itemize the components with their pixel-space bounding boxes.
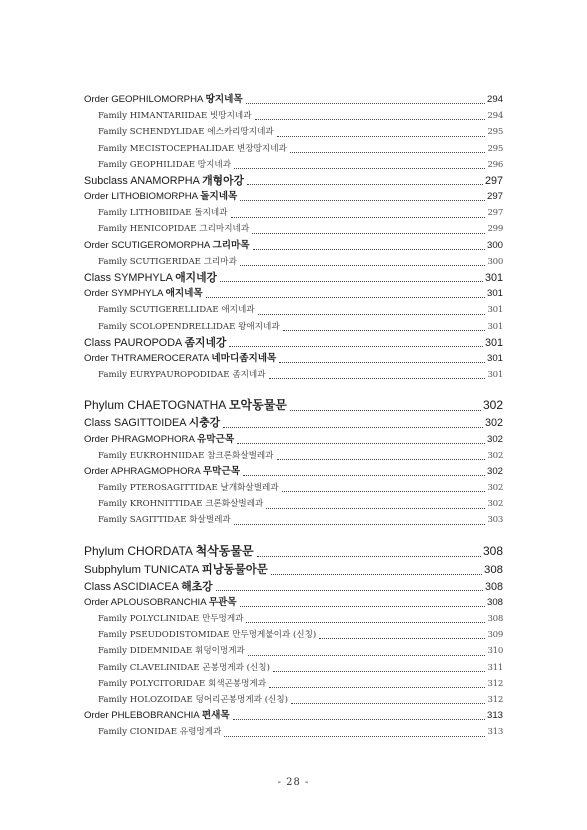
latin-name: Phylum CHAETOGNATHA — [84, 398, 226, 413]
korean-name: 무관목 — [208, 596, 237, 608]
latin-name: Class SAGITTOIDEA — [84, 417, 186, 430]
korean-name: 그리마목 — [212, 239, 250, 251]
latin-name: Order PHRAGMOPHORA — [84, 433, 195, 445]
latin-name: Order PHLEBOBRANCHIA — [84, 710, 200, 722]
entry-title — [84, 173, 244, 189]
korean-name: 날개화살벌레과 — [220, 483, 279, 494]
toc-entry-order[interactable] — [84, 464, 503, 480]
latin-name: Family SCUTIGERIDAE — [98, 256, 201, 267]
toc-entry-phylum[interactable] — [84, 541, 503, 561]
page-ref: 308 — [483, 563, 503, 576]
toc-entry-subphylum[interactable] — [84, 561, 503, 579]
latin-name: Phylum CHORDATA — [84, 543, 193, 558]
page-ref: 313 — [487, 727, 503, 738]
dot-leader — [206, 297, 485, 298]
dot-leader — [277, 459, 486, 460]
dot-leader — [240, 265, 486, 266]
entry-title — [84, 432, 234, 448]
dot-leader — [240, 606, 485, 607]
toc-entry-phylum[interactable] — [84, 395, 503, 415]
toc-entry-family[interactable] — [84, 724, 503, 740]
entry-title — [98, 676, 266, 692]
toc-entry-family[interactable] — [84, 643, 503, 659]
dot-leader — [223, 427, 483, 428]
toc-entry-family[interactable] — [84, 660, 503, 676]
toc-entry-family[interactable] — [84, 205, 503, 221]
latin-name: Order SYMPHYLA — [84, 288, 163, 300]
toc-entry-family[interactable] — [84, 141, 503, 157]
section-gap — [84, 529, 503, 541]
dot-leader — [246, 103, 485, 104]
section-gap — [84, 383, 503, 395]
page-ref: 311 — [487, 662, 503, 673]
latin-name: Family HIMANTARIIDAE — [98, 111, 208, 122]
korean-name: 만두멍게붙이과 (신칭) — [232, 630, 317, 641]
toc-entry-family[interactable] — [84, 367, 503, 383]
dot-leader — [252, 233, 485, 234]
dot-leader — [237, 443, 485, 444]
entry-title — [84, 92, 243, 108]
page-ref: 301 — [487, 321, 503, 332]
dot-leader — [246, 622, 485, 623]
latin-name: Family MECISTOCEPHALIDAE — [98, 143, 235, 154]
entry-title — [98, 724, 221, 740]
page-ref: 294 — [487, 111, 503, 122]
page-ref: 302 — [484, 417, 503, 430]
entry-title — [98, 205, 228, 221]
korean-name: 왕애지네과 — [238, 321, 280, 332]
latin-name: Family HENICOPIDAE — [98, 224, 197, 235]
entry-title — [98, 611, 243, 627]
dot-leader — [231, 217, 486, 218]
latin-name: Family GEOPHILIDAE — [98, 159, 196, 170]
toc-entry-order[interactable] — [84, 708, 503, 724]
table-of-contents — [84, 92, 503, 741]
page-ref: 302 — [482, 398, 503, 413]
entry-title — [84, 541, 254, 561]
latin-name: Family SCHENDYLIDAE — [98, 127, 205, 138]
toc-entry-order[interactable] — [84, 432, 503, 448]
korean-name: 해초강 — [181, 580, 213, 593]
toc-entry-family[interactable] — [84, 222, 503, 238]
korean-name: 유막근목 — [197, 433, 235, 445]
latin-name: Order APLOUSOBRANCHIA — [84, 596, 207, 608]
entry-title — [98, 221, 249, 237]
korean-name: 곤봉멍게과 (신칭) — [202, 662, 270, 673]
entry-title — [98, 124, 274, 140]
toc-entry-family[interactable] — [84, 496, 503, 512]
korean-name: 시충강 — [188, 417, 221, 430]
korean-name: 땅지네과 — [197, 159, 232, 170]
entry-title — [84, 464, 240, 480]
dot-leader — [253, 249, 485, 250]
toc-entry-family[interactable] — [84, 513, 503, 529]
latin-name: Order SCUTIGEROMORPHA — [84, 239, 210, 251]
latin-name: Family DIDEMNIDAE — [98, 646, 193, 657]
dot-leader — [283, 330, 486, 331]
entry-title — [84, 351, 276, 367]
entry-title — [98, 627, 316, 643]
toc-entry-family[interactable] — [84, 611, 503, 627]
toc-entry-order[interactable] — [84, 238, 503, 254]
dot-leader — [247, 184, 483, 185]
korean-name: 크론화살벌레과 — [205, 499, 264, 510]
dot-leader — [269, 687, 485, 688]
toc-entry-order[interactable] — [84, 189, 503, 205]
toc-entry-class[interactable] — [84, 270, 503, 286]
korean-name: 그리마과 — [203, 256, 237, 267]
latin-name: Class SYMPHYLA — [84, 272, 173, 285]
latin-name: Subphylum TUNICATA — [84, 563, 199, 576]
dot-leader — [248, 655, 486, 656]
entry-title — [98, 512, 231, 528]
korean-name: 좀지네강 — [184, 336, 227, 349]
entry-title — [98, 496, 263, 512]
entry-title — [84, 561, 268, 579]
page-ref: 300 — [487, 256, 503, 267]
korean-name: 참크론화살벌레과 — [207, 450, 274, 461]
page-ref: 301 — [487, 305, 503, 316]
page-ref: 302 — [486, 433, 503, 445]
toc-entry-family[interactable] — [84, 302, 503, 318]
dot-leader — [233, 719, 485, 720]
page-ref: 309 — [487, 630, 503, 641]
korean-name: 에스카리땅지네과 — [207, 127, 274, 138]
korean-name: 변장땅지네과 — [236, 143, 287, 154]
page-ref: 308 — [484, 580, 503, 593]
dot-leader — [319, 638, 485, 639]
dot-leader — [229, 346, 483, 347]
page-ref: 312 — [487, 678, 503, 689]
latin-name: Family HOLOZOIDAE — [98, 694, 193, 705]
dot-leader — [255, 119, 486, 120]
toc-entry-family[interactable] — [84, 319, 503, 335]
latin-name: Family SCOLOPENDRELLIDAE — [98, 321, 236, 332]
page-ref: 296 — [487, 159, 503, 170]
entry-title — [84, 189, 237, 205]
page-ref: 297 — [486, 191, 503, 203]
korean-name: 척삭동물문 — [195, 543, 254, 558]
korean-name: 회색곤봉멍게과 — [207, 678, 267, 689]
toc-entry-order[interactable] — [84, 351, 503, 367]
korean-name: 무막근목 — [202, 465, 240, 477]
korean-name: 네마디좀지네목 — [211, 352, 277, 364]
korean-name: 화살벌레과 — [189, 515, 231, 526]
toc-entry-family[interactable] — [84, 124, 503, 140]
korean-name: 애지네과 — [221, 305, 255, 316]
entry-title — [98, 108, 252, 124]
korean-name: 만두멍게과 — [201, 614, 244, 625]
dot-leader — [243, 475, 485, 476]
page-ref: 300 — [486, 239, 503, 251]
latin-name: Family KROHNITTIDAE — [98, 499, 203, 510]
page-ref: 297 — [487, 208, 503, 219]
page-number: - 28 - — [277, 777, 310, 788]
entry-title — [84, 395, 287, 415]
page-ref: 302 — [487, 450, 503, 461]
entry-title — [98, 480, 279, 496]
page-ref: 301 — [487, 370, 503, 381]
page-ref: 301 — [486, 352, 503, 364]
toc-entry-family[interactable] — [84, 480, 503, 496]
latin-name: Family CLAVELINIDAE — [98, 662, 200, 673]
latin-name: Subclass ANAMORPHA — [84, 174, 200, 187]
toc-entry-family[interactable] — [84, 254, 503, 270]
toc-entry-order[interactable] — [84, 595, 503, 611]
dot-leader — [224, 736, 485, 737]
latin-name: Family SAGITTIDAE — [98, 515, 187, 526]
dot-leader — [234, 524, 486, 525]
latin-name: Family PTEROSAGITTIDAE — [98, 483, 218, 494]
dot-leader — [216, 590, 483, 591]
korean-name: 돌지네목 — [200, 191, 238, 203]
toc-entry-family[interactable] — [84, 157, 503, 173]
dot-leader — [258, 314, 486, 315]
page-ref: 313 — [486, 710, 503, 722]
korean-name: 개형아강 — [202, 174, 244, 187]
latin-name: Family EURYPAUROPODIDAE — [98, 370, 230, 381]
entry-title — [98, 367, 266, 383]
page-ref: 308 — [487, 614, 503, 625]
page-ref: 301 — [486, 288, 503, 300]
toc-entry-class[interactable] — [84, 415, 503, 431]
dot-leader — [269, 378, 486, 379]
korean-name: 유령멍게과 — [179, 727, 222, 738]
entry-title — [84, 238, 250, 254]
toc-entry-class[interactable] — [84, 173, 503, 189]
toc-entry-family[interactable] — [84, 692, 503, 708]
korean-name: 휘덩이멍게과 — [195, 646, 245, 657]
latin-name: Order LITHOBIOMORPHA — [84, 191, 198, 203]
latin-name: Family EUKROHNIIDAE — [98, 450, 205, 461]
korean-name: 땅지네목 — [205, 93, 243, 105]
entry-title — [98, 448, 274, 464]
latin-name: Family SCUTIGERELLIDAE — [98, 305, 219, 316]
entry-title — [84, 286, 203, 302]
korean-name: 피낭동물아문 — [201, 563, 268, 576]
page-ref: 295 — [487, 127, 503, 138]
entry-title — [98, 660, 270, 676]
dot-leader — [282, 491, 486, 492]
entry-title — [84, 335, 226, 351]
latin-name: Order GEOPHILOMORPHA — [84, 93, 203, 105]
page-ref: 312 — [487, 694, 503, 705]
entry-title — [98, 254, 237, 270]
page-ref: 308 — [482, 543, 503, 558]
latin-name: Family POLYCITORIDAE — [98, 678, 206, 689]
korean-name: 좀지네과 — [232, 370, 266, 381]
korean-name: 그리마지네과 — [199, 224, 250, 235]
page-ref: 295 — [487, 143, 503, 154]
entry-title — [84, 579, 213, 595]
dot-leader — [266, 508, 485, 509]
toc-entry-order[interactable] — [84, 92, 503, 108]
page-ref: 299 — [487, 224, 503, 235]
entry-title — [98, 302, 255, 318]
latin-name: Family LITHOBIIDAE — [98, 208, 192, 219]
page-ref: 301 — [484, 272, 503, 285]
page-ref: 297 — [484, 174, 503, 187]
latin-name: Class ASCIDIACEA — [84, 580, 179, 593]
page-ref: 310 — [487, 646, 503, 657]
dot-leader — [234, 168, 485, 169]
korean-name: 모악동물문 — [228, 398, 287, 413]
latin-name: Order THTRAMEROCERATA — [84, 352, 209, 364]
entry-title — [98, 157, 231, 173]
entry-title — [84, 708, 230, 724]
korean-name: 돌지네과 — [194, 208, 228, 219]
dot-leader — [279, 362, 485, 363]
page-ref: 302 — [487, 499, 503, 510]
toc-entry-family[interactable] — [84, 108, 503, 124]
page-ref: 302 — [487, 483, 503, 494]
entry-title — [98, 692, 288, 708]
toc-entry-family[interactable] — [84, 448, 503, 464]
dot-leader — [257, 556, 481, 557]
dot-leader — [240, 200, 485, 201]
dot-leader — [290, 410, 481, 411]
entry-title — [84, 415, 220, 431]
page-ref: 302 — [486, 465, 503, 477]
entry-title — [98, 141, 287, 157]
korean-name: 애지네강 — [175, 272, 217, 285]
latin-name: Family POLYCLINIDAE — [98, 614, 200, 625]
korean-name: 덩어리곤봉멍게과 (신칭) — [195, 694, 289, 705]
latin-name: Family PSEUDODISTOMIDAE — [98, 630, 230, 641]
latin-name: Order APHRAGMOPHORA — [84, 465, 201, 477]
entry-title — [84, 270, 217, 286]
latin-name: Class PAUROPODA — [84, 336, 182, 349]
toc-entry-class[interactable] — [84, 579, 503, 595]
korean-name: 편새목 — [201, 710, 230, 722]
page-ref: 308 — [486, 596, 503, 608]
page-ref: 294 — [486, 93, 503, 105]
toc-entry-class[interactable] — [84, 335, 503, 351]
dot-leader — [291, 703, 485, 704]
dot-leader — [273, 671, 486, 672]
latin-name: Family CIONIDAE — [98, 727, 178, 738]
entry-title — [98, 643, 245, 659]
entry-title — [98, 319, 280, 335]
korean-name: 애지네목 — [165, 288, 203, 300]
page-ref: 301 — [484, 336, 503, 349]
dot-leader — [271, 574, 482, 575]
toc-entry-family[interactable] — [84, 627, 503, 643]
page-ref: 303 — [487, 515, 503, 526]
toc-entry-order[interactable] — [84, 286, 503, 302]
entry-title — [84, 595, 237, 611]
korean-name: 빗땅지네과 — [209, 111, 252, 122]
toc-entry-family[interactable] — [84, 676, 503, 692]
dot-leader — [277, 136, 486, 137]
dot-leader — [220, 281, 483, 282]
dot-leader — [290, 152, 486, 153]
